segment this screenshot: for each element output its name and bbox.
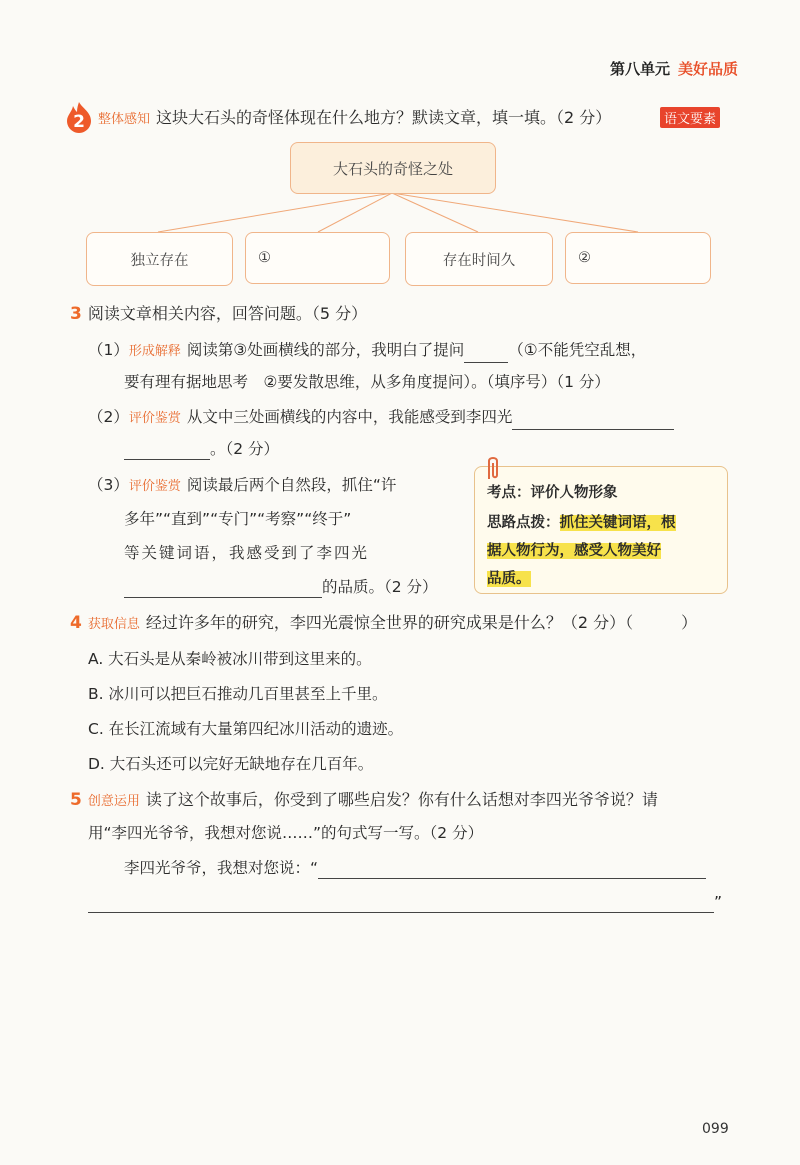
q3-p1-tag: 形成解释 [128,344,181,359]
q5-tag: 创意运用 [87,794,140,809]
page-number: 099 [702,1121,729,1137]
q3-p2-answer-blank-1[interactable] [512,411,674,430]
q5-prompt: 李四光爷爷，我想对您说：“ [124,859,319,877]
q3-p2-label: （2） [88,408,129,426]
tip-kaodian-text: 评价人物形象 [530,485,618,501]
q3-number: 3 [70,304,82,324]
q5-text: 读了这个故事后，你受到了哪些启发？你有什么话想对李四光爷爷说？请 [145,790,658,809]
q4-question [70,612,697,636]
q3-p3-line2: 多年”“直到”“专门”“考察”“终于” [124,510,352,528]
tip-note [474,466,728,594]
q3-p1-label: （1） [88,341,129,359]
q3-text: 阅读文章相关内容，回答问题。（5 分） [87,304,368,323]
q3-part1 [88,339,646,363]
q3-p1-answer-blank[interactable] [464,344,508,363]
q4-option-d[interactable]: D. 大石头还可以完好无缺地存在几百年。 [88,755,374,773]
tip-kaodian-label: 考点： [487,485,531,501]
q3-p1-text-b: （①不能凭空乱想， [508,341,647,359]
q4-tag: 获取信息 [87,617,140,632]
q3-question [70,303,367,325]
q5-answer-blank-1[interactable] [318,860,706,879]
q4-number: 4 [70,613,82,633]
q5-question [70,789,658,813]
unit-theme: 美好品质 [677,60,738,78]
q5-answer-line2 [88,891,722,913]
q3-p3-line3: 等关键词语，我感受到了李四光 [124,544,370,562]
q2-tag: 整体感知 [98,112,151,127]
q5-close-quote: ” [714,893,723,911]
q2-box-1: 独立存在 [86,232,233,286]
q2-box-3: 存在时间久 [405,232,553,286]
q2-text: 这块大石头的奇怪体现在什么地方？默读文章，填一填。（2 分） [156,108,612,127]
tip-silu-2: 据人物行为，感受人物美好 [487,543,661,559]
q4-option-c[interactable]: C. 在长江流域有大量第四纪冰川活动的遗迹。 [88,720,404,738]
paperclip-icon [483,455,505,481]
q5-text2: 用“李四光爷爷，我想对您说……”的句式写一写。（2 分） [88,824,484,842]
q2-box-2[interactable]: ① [245,232,390,284]
q3-p2-line2 [124,438,279,460]
q3-p3-end: 的品质。（2 分） [322,578,438,596]
q3-p2-tag: 评价鉴赏 [128,411,181,426]
q3-part2 [88,406,674,430]
q4-text: 经过许多年的研究，李四光震惊全世界的研究成果是什么？（2 分）（ ） [145,613,698,632]
tip-silu-3: 品质。 [487,571,531,587]
q3-p3-line1: 阅读最后两个自然段，抓住“许 [186,476,397,494]
q3-p2-text: 从文中三处画横线的内容中，我能感受到李四光 [186,408,513,426]
q4-option-a[interactable]: A. 大石头是从秦岭被冰川带到这里来的。 [88,650,372,668]
tip-kaodian [487,481,618,502]
tip-silu-1: 抓住关键词语，根 [559,515,676,531]
q5-prompt-line [124,857,706,879]
q3-p3-line4 [124,576,438,598]
q2-number: 2 [73,112,85,132]
tip-silu-label: 思路点拨： [487,515,560,531]
q3-p1-text-a: 阅读第③处画横线的部分，我明白了提问 [186,341,465,359]
q3-p1-line2: 要有理有据地思考 ②要发散思维，从多角度提问）。（填序号）（1 分） [124,373,610,391]
q2-badge: 语文要素 [660,107,720,128]
q5-number: 5 [70,790,82,810]
q3-p3-answer-blank[interactable] [124,579,322,598]
q4-option-b[interactable]: B. 冰川可以把巨石推动几百里甚至上千里。 [88,685,388,703]
q3-p3-tag: 评价鉴赏 [128,479,181,494]
unit-label: 第八单元 [609,60,670,78]
q2-box-4[interactable]: ② [565,232,711,284]
q3-p2-end: 。（2 分） [210,440,280,458]
tip-silu [487,509,676,593]
q3-p3-label: （3） [88,476,129,494]
q2-root-box: 大石头的奇怪之处 [290,142,496,194]
q5-answer-blank-2[interactable] [88,894,714,913]
q3-part3 [88,474,396,498]
q3-p2-answer-blank-2[interactable] [124,441,210,460]
